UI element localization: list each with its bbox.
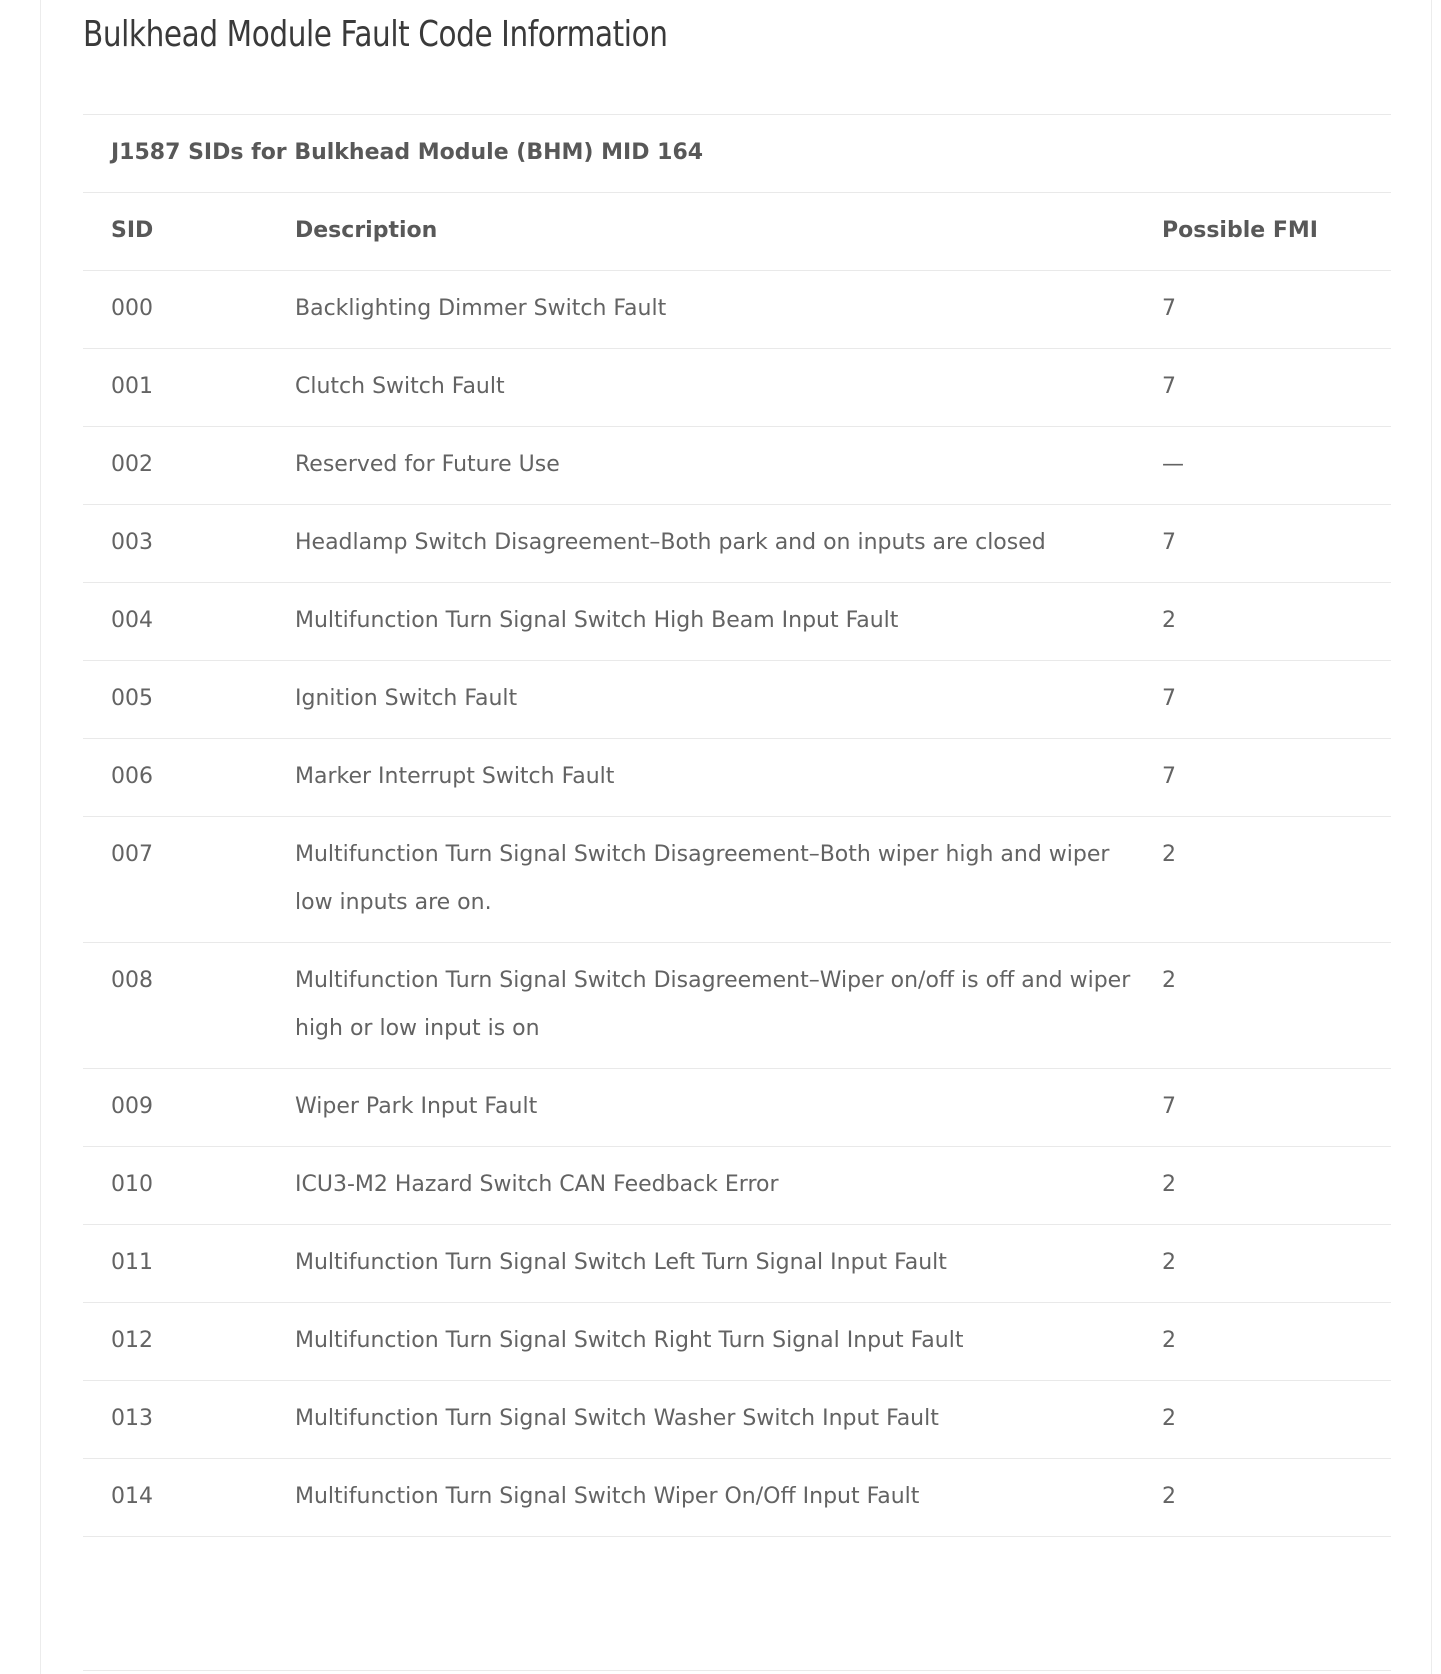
- cell-possible-fmi-text: 7: [1162, 530, 1176, 555]
- cell-possible-fmi-text: 7: [1162, 1094, 1176, 1119]
- table-body: [83, 271, 1391, 1537]
- cell-sid-text: 011: [111, 1250, 153, 1275]
- table-row: [83, 943, 1391, 1069]
- cell-description: [286, 943, 1153, 1069]
- cell-sid-text: 013: [111, 1406, 153, 1431]
- bottom-divider: [83, 1670, 1391, 1671]
- cell-sid-text: 010: [111, 1172, 153, 1197]
- cell-description-text: ICU3-M2 Hazard Switch CAN Feedback Error: [295, 1172, 779, 1197]
- cell-description: [286, 1147, 1153, 1225]
- cell-sid-text: 006: [111, 764, 153, 789]
- cell-sid-text: 012: [111, 1328, 153, 1353]
- cell-description: [286, 349, 1153, 427]
- cell-sid-text: 005: [111, 686, 153, 711]
- table-row: [83, 1225, 1391, 1303]
- column-header-possible-fmi: Possible FMI: [1153, 193, 1391, 271]
- cell-possible-fmi: [1153, 1069, 1391, 1147]
- cell-possible-fmi-text: 2: [1162, 1250, 1176, 1275]
- cell-sid: [83, 505, 286, 583]
- cell-possible-fmi-text: 2: [1162, 608, 1176, 633]
- cell-description: [286, 505, 1153, 583]
- cell-possible-fmi-text: 7: [1162, 374, 1176, 399]
- cell-sid-text: 007: [111, 842, 153, 867]
- table-row: [83, 817, 1391, 943]
- cell-description-text: Multifunction Turn Signal Switch Disagreement–Both wiper high and wiper low inputs are on.: [295, 842, 1110, 915]
- cell-possible-fmi: [1153, 817, 1391, 943]
- cell-possible-fmi: [1153, 1303, 1391, 1381]
- cell-possible-fmi-text: 2: [1162, 1172, 1176, 1197]
- cell-description: [286, 427, 1153, 505]
- cell-description-text: Backlighting Dimmer Switch Fault: [295, 296, 667, 321]
- cell-possible-fmi: [1153, 739, 1391, 817]
- cell-description-text: Multifunction Turn Signal Switch High Beam Input Fault: [295, 608, 899, 633]
- table-row: [83, 1303, 1391, 1381]
- cell-possible-fmi-text: 2: [1162, 842, 1176, 867]
- cell-description-text: Clutch Switch Fault: [295, 374, 505, 399]
- cell-sid: [83, 583, 286, 661]
- cell-sid-text: 001: [111, 374, 153, 399]
- table-row: [83, 1459, 1391, 1537]
- cell-possible-fmi-text: 2: [1162, 1406, 1176, 1431]
- cell-description: [286, 817, 1153, 943]
- table-row: [83, 1147, 1391, 1225]
- table-row: [83, 1069, 1391, 1147]
- cell-sid-text: 014: [111, 1484, 153, 1509]
- cell-description: [286, 1381, 1153, 1459]
- cell-sid-text: 009: [111, 1094, 153, 1119]
- cell-sid-text: 004: [111, 608, 153, 633]
- column-header-description: Description: [286, 193, 1153, 271]
- cell-possible-fmi: [1153, 1225, 1391, 1303]
- cell-sid: [83, 1069, 286, 1147]
- cell-description: [286, 661, 1153, 739]
- cell-sid: [83, 817, 286, 943]
- cell-description: [286, 1069, 1153, 1147]
- cell-sid: [83, 1459, 286, 1537]
- table-header-row: [83, 193, 1391, 271]
- cell-description: [286, 1303, 1153, 1381]
- cell-description-text: Multifunction Turn Signal Switch Right Turn Signal Input Fault: [295, 1328, 964, 1353]
- cell-sid: [83, 349, 286, 427]
- cell-sid: [83, 661, 286, 739]
- cell-possible-fmi-text: 7: [1162, 296, 1176, 321]
- cell-description-text: Multifunction Turn Signal Switch Wiper On/Off Input Fault: [295, 1484, 920, 1509]
- table-row: [83, 661, 1391, 739]
- cell-possible-fmi: [1153, 1459, 1391, 1537]
- column-header-sid: SID: [83, 193, 286, 271]
- cell-description: [286, 739, 1153, 817]
- cell-possible-fmi: [1153, 583, 1391, 661]
- table-row: [83, 271, 1391, 349]
- cell-sid-text: 000: [111, 296, 153, 321]
- cell-possible-fmi-text: 7: [1162, 764, 1176, 789]
- cell-possible-fmi: [1153, 1147, 1391, 1225]
- cell-description: [286, 1459, 1153, 1537]
- cell-description-text: Multifunction Turn Signal Switch Left Turn Signal Input Fault: [295, 1250, 947, 1275]
- cell-possible-fmi-text: 2: [1162, 1484, 1176, 1509]
- cell-sid: [83, 1147, 286, 1225]
- cell-description-text: Multifunction Turn Signal Switch Disagreement–Wiper on/off is off and wiper high or low input is on: [295, 968, 1131, 1041]
- cell-possible-fmi: [1153, 943, 1391, 1069]
- page-title: Bulkhead Module Fault Code Information: [83, 14, 668, 55]
- cell-sid: [83, 427, 286, 505]
- cell-sid: [83, 1225, 286, 1303]
- cell-possible-fmi: [1153, 1381, 1391, 1459]
- cell-sid-text: 002: [111, 452, 153, 477]
- cell-description-text: Multifunction Turn Signal Switch Washer Switch Input Fault: [295, 1406, 939, 1431]
- table-row: [83, 505, 1391, 583]
- cell-sid-text: 008: [111, 968, 153, 993]
- cell-possible-fmi-text: 7: [1162, 686, 1176, 711]
- cell-possible-fmi: [1153, 505, 1391, 583]
- table-caption-row: [83, 115, 1391, 193]
- cell-possible-fmi: [1153, 271, 1391, 349]
- cell-possible-fmi: [1153, 349, 1391, 427]
- cell-sid: [83, 739, 286, 817]
- table-row: [83, 427, 1391, 505]
- table-row: [83, 1381, 1391, 1459]
- cell-possible-fmi: [1153, 661, 1391, 739]
- cell-description-text: Headlamp Switch Disagreement–Both park and on inputs are closed: [295, 530, 1046, 555]
- cell-sid: [83, 943, 286, 1069]
- main-content: [83, 0, 1391, 1509]
- table-caption: J1587 SIDs for Bulkhead Module (BHM) MID 164: [83, 115, 1391, 193]
- cell-sid: [83, 271, 286, 349]
- cell-possible-fmi-text: 2: [1162, 1328, 1176, 1353]
- cell-description: [286, 583, 1153, 661]
- fault-code-table: [83, 114, 1391, 1537]
- cell-description-text: Ignition Switch Fault: [295, 686, 518, 711]
- cell-sid: [83, 1303, 286, 1381]
- cell-description: [286, 1225, 1153, 1303]
- cell-possible-fmi: [1153, 427, 1391, 505]
- table-row: [83, 583, 1391, 661]
- table-row: [83, 739, 1391, 817]
- cell-description-text: Reserved for Future Use: [295, 452, 560, 477]
- table-row: [83, 349, 1391, 427]
- cell-possible-fmi-text: —: [1162, 452, 1184, 477]
- cell-description: [286, 271, 1153, 349]
- cell-description-text: Marker Interrupt Switch Fault: [295, 764, 615, 789]
- cell-description-text: Wiper Park Input Fault: [295, 1094, 538, 1119]
- cell-sid: [83, 1381, 286, 1459]
- cell-possible-fmi-text: 2: [1162, 968, 1176, 993]
- cell-sid-text: 003: [111, 530, 153, 555]
